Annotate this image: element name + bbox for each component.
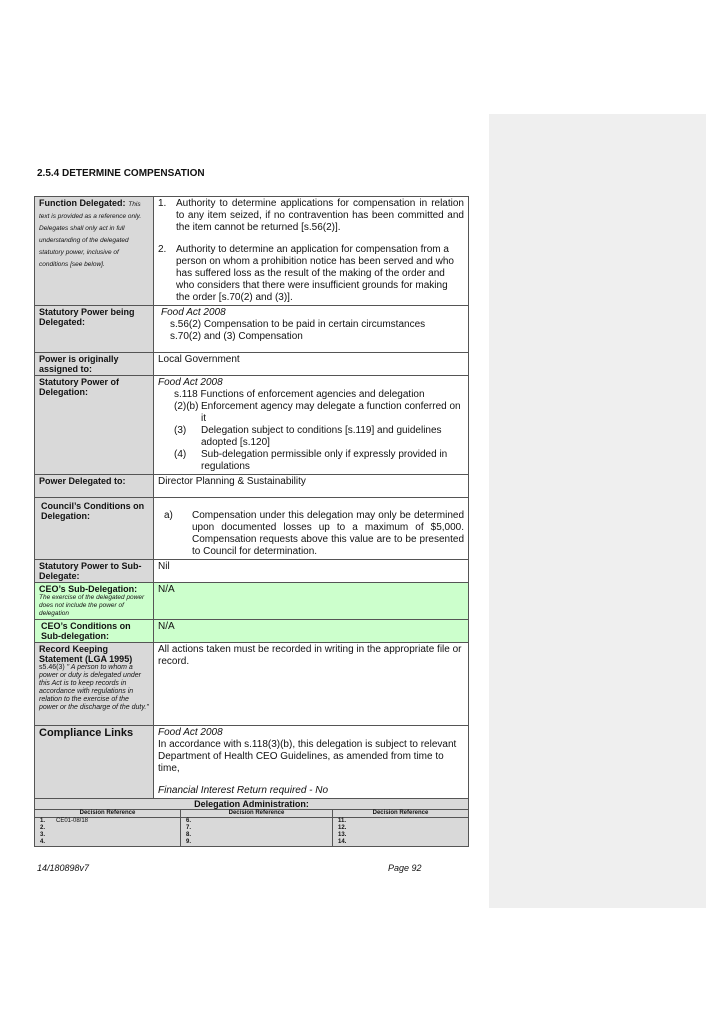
decision-row: 9. [186,839,192,845]
document-reference: 14/180898v7 [37,863,90,873]
list-item: a) Compensation under this delegation may only be determined upon documented losses up to a maximum of $5,000. Compensation requests above this value are to be presented to Council for determination. [164,510,464,557]
decision-row: 8. [186,832,192,838]
decision-row: 7. [186,825,192,831]
decision-row: 1. CE01-08/18 [40,818,89,824]
label: Function Delegated: [39,198,126,208]
decision-row: 2. [40,825,46,831]
list-item: 2. Authority to determine an application for compensation from a person on whom a prohibition notice has been served and who has suffered loss as the result of the making of the order and who considers that there were insufficient grounds for making the order [s.70(2) and (3)]. [158,244,454,303]
row-compliance-links: Compliance Links Food Act 2008 In accordance with s.118(3)(b), this delegation is subject to relevant Department of Health CEO Guidelines, as amended from time to time, Financial Interest Return required - No [35,726,469,799]
row-function-delegated [35,197,469,306]
value: Local Government [154,353,469,376]
label: Record Keeping Statement (LGA 1995) [39,644,133,664]
comment-pane [489,114,706,908]
decision-row: 6. [186,818,192,824]
decision-row: 4. [40,839,46,845]
label: Statutory Power of Delegation: [39,377,120,397]
note: " A person to whom a power or duty is delegated under this Act is to keep records in accordance with regulations in relation to the exercise of the power or the discharge of the duty." [39,664,149,711]
admin-column: Decision Reference 11. 12. 13. 14. [333,810,468,846]
note: The exercise of the delegated power does not include the power of delegation [39,594,145,617]
delegation-table [34,196,469,847]
admin-column: Decision Reference 1. CE01-08/18 2. 3. 4. [35,810,181,846]
decision-row: 12. [338,825,347,831]
decision-row: 11. [338,818,347,824]
row-council-conditions [35,498,469,560]
label: Council’s Conditions on Delegation: [41,501,145,521]
row-record-keeping [35,643,469,726]
list-item: (4) Sub-delegation permissible only if expressly provided in regulations [174,449,448,472]
value: All actions taken must be recorded in writing in the appropriate file or record. [154,643,469,726]
page-number: Page 92 [388,863,422,873]
label: Power is originally assigned to: [39,354,119,374]
row-sub-delegate [35,560,469,583]
row-admin-title [35,799,469,810]
label: Power Delegated to: [39,476,126,486]
label: CEO’s Conditions on Sub-delegation: [41,621,131,641]
section-title: 2.5.4 DETERMINE COMPENSATION [37,168,205,179]
row-ceo-conditions [35,620,469,643]
label: Statutory Power being Delegated: [39,307,135,327]
value: N/A [154,583,469,620]
list-item: (3) Delegation subject to conditions [s.119] and guidelines adopted [s.120] [174,425,442,448]
row-delegation-power: Statutory Power of Delegation: Food Act 2008 s.118 Functions of enforcement agencies and delegation (2)(b) Enforcement agency may delegate a function conferred on it (3) Delegation subject to conditions [s.119] and guidelines adopted [s.120] (4) Sub-delegation permissible only if expressly provided in regulations [35,376,469,475]
row-statutory-power: Statutory Power being Delegated: Food Act 2008 s.56(2) Compensation to be paid in certain circumstances s.70(2) and (3) Compensation [35,306,469,353]
label: CEO’s Sub-Delegation: [39,584,138,594]
label: Compliance Links [39,727,134,739]
row-ceo-sub-delegation [35,583,469,620]
admin-column: Decision Reference 6. 7. 8. 9. [181,810,333,846]
list-item: 1. Authority to determine applications for compensation in relation to any item seized, if no contravention has been committed and the item cannot be returned [s.56(2)]. [158,198,464,233]
list-item: (2)(b) Enforcement agency may delegate a function conferred on it [174,401,461,424]
note-ref: s5.46(3) [39,664,65,671]
row-delegated-to [35,475,469,498]
decision-row: 3. [40,832,46,838]
admin-title: Delegation Administration: [35,799,469,810]
value: Nil [154,560,469,583]
row-originally-assigned [35,353,469,376]
decision-row: 13. [338,832,347,838]
note: This text is provided as a reference only. Delegates shall only act in full understanding of the delegated statutory power, inclusive of conditions [see below]. [39,201,142,268]
row-admin-grid [35,810,469,847]
label: Statutory Power to Sub-Delegate: [39,561,142,581]
value: N/A [154,620,469,643]
decision-row: 14. [338,839,347,845]
value: Director Planning & Sustainability [154,475,469,498]
